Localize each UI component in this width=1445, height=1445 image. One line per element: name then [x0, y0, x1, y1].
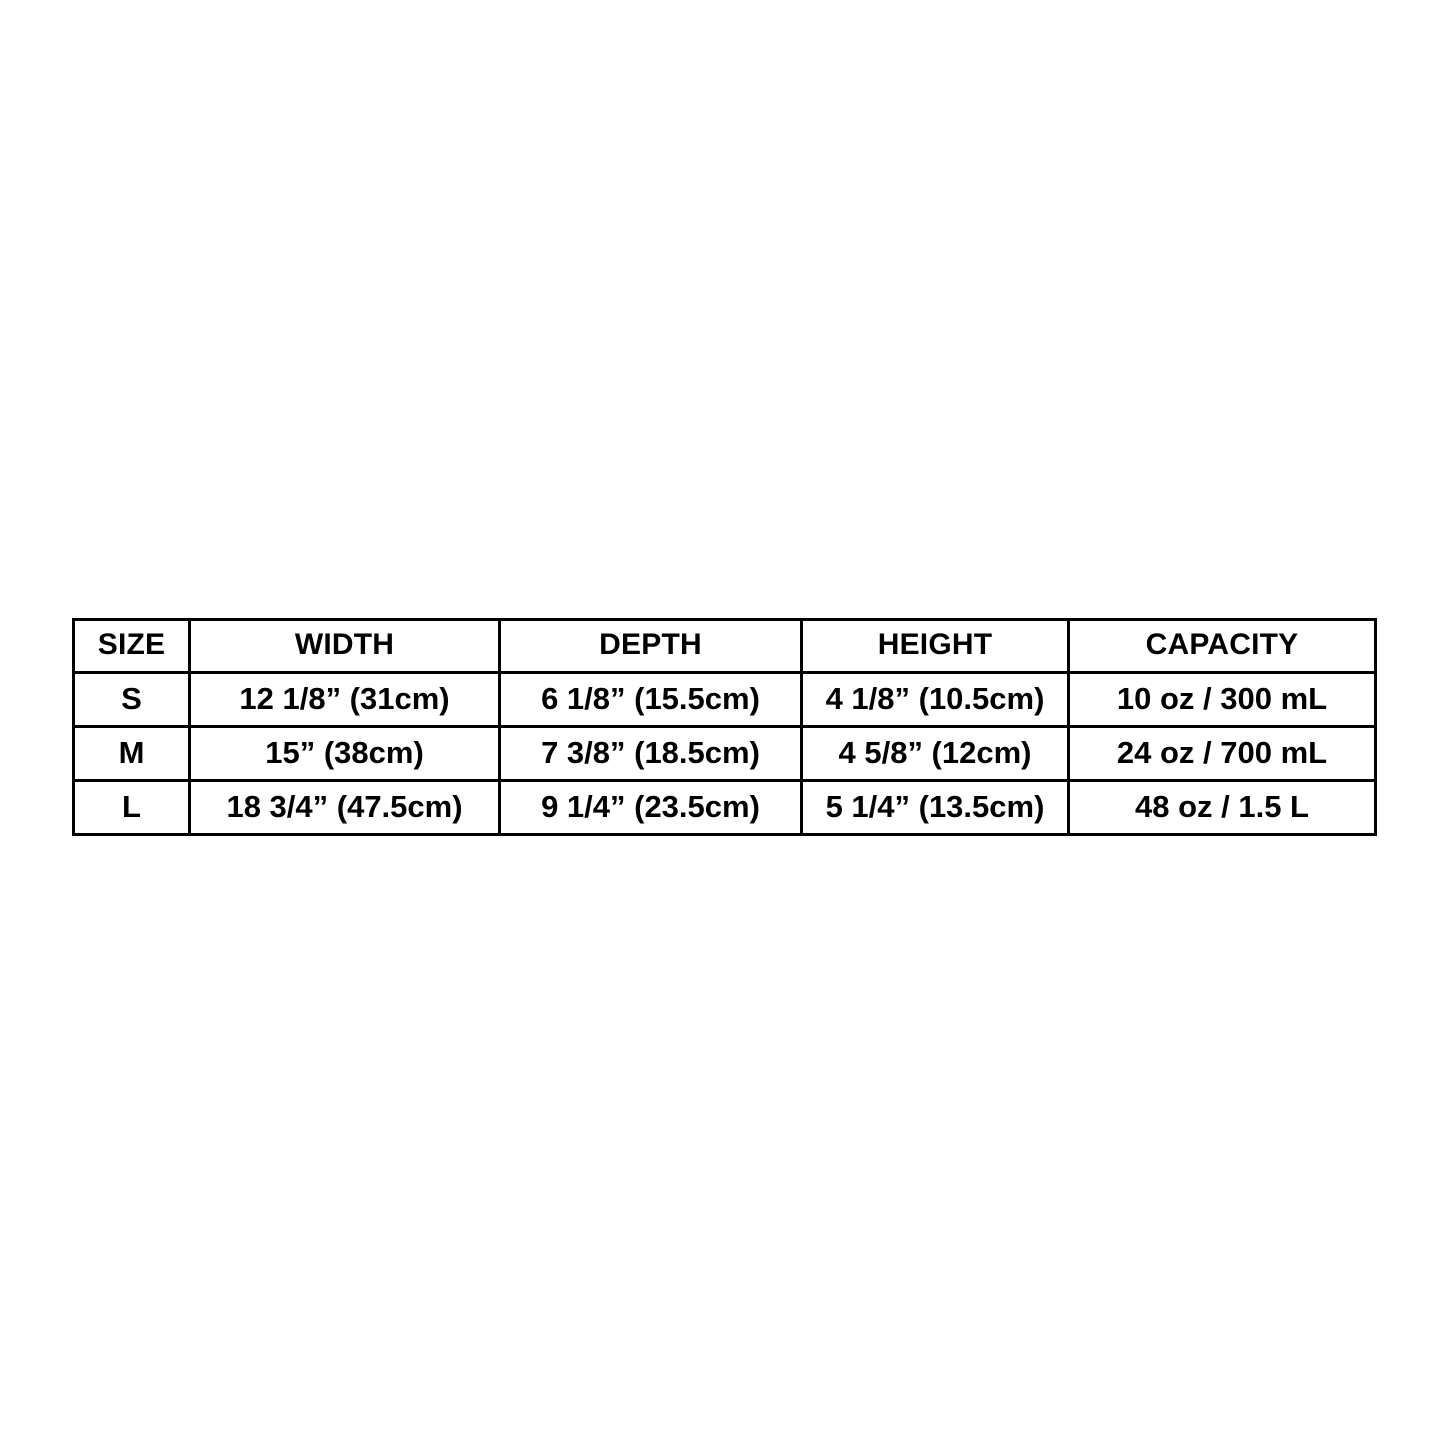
- column-header-width: WIDTH: [190, 620, 500, 673]
- table-row: [74, 781, 1376, 835]
- cell-size: M: [74, 727, 190, 781]
- table-header-row: [74, 620, 1376, 673]
- cell-height: 4 5/8” (12cm): [802, 727, 1069, 781]
- size-chart-container: [72, 618, 1374, 836]
- cell-depth: 6 1/8” (15.5cm): [500, 673, 802, 727]
- cell-depth: 7 3/8” (18.5cm): [500, 727, 802, 781]
- cell-height: 4 1/8” (10.5cm): [802, 673, 1069, 727]
- cell-depth: 9 1/4” (23.5cm): [500, 781, 802, 835]
- cell-capacity: 24 oz / 700 mL: [1069, 727, 1376, 781]
- cell-width: 12 1/8” (31cm): [190, 673, 500, 727]
- cell-width: 15” (38cm): [190, 727, 500, 781]
- column-header-depth: DEPTH: [500, 620, 802, 673]
- cell-capacity: 10 oz / 300 mL: [1069, 673, 1376, 727]
- cell-width: 18 3/4” (47.5cm): [190, 781, 500, 835]
- cell-height: 5 1/4” (13.5cm): [802, 781, 1069, 835]
- column-header-size: SIZE: [74, 620, 190, 673]
- size-chart-table: [72, 618, 1377, 836]
- cell-size: L: [74, 781, 190, 835]
- column-header-capacity: CAPACITY: [1069, 620, 1376, 673]
- table-row: [74, 673, 1376, 727]
- table-row: [74, 727, 1376, 781]
- cell-capacity: 48 oz / 1.5 L: [1069, 781, 1376, 835]
- cell-size: S: [74, 673, 190, 727]
- column-header-height: HEIGHT: [802, 620, 1069, 673]
